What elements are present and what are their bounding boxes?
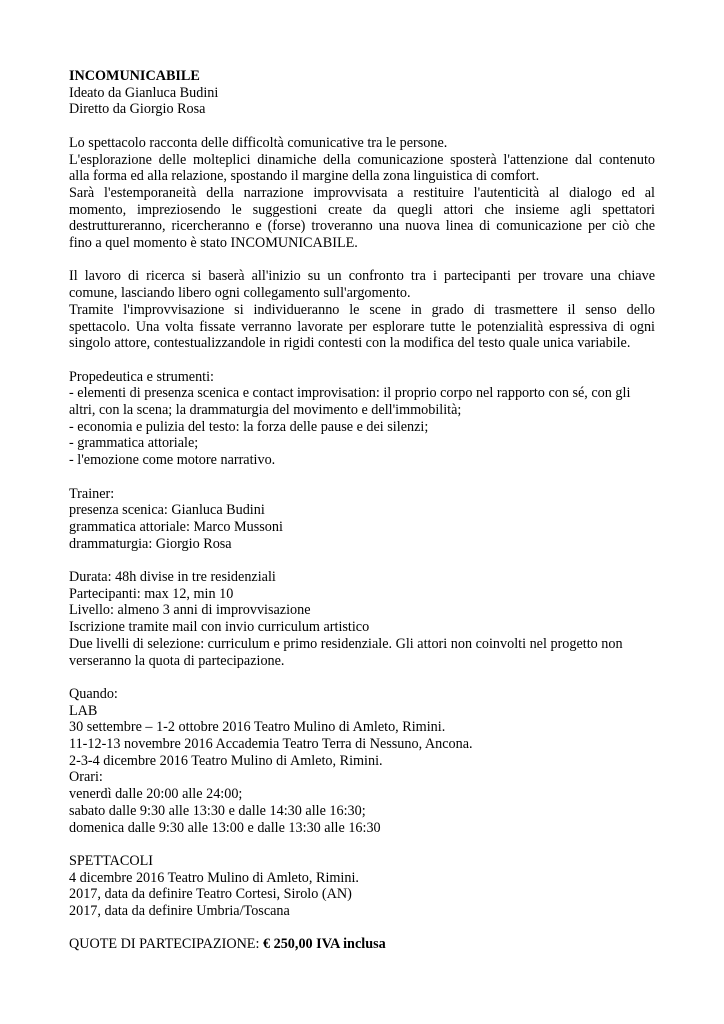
spettacoli-section [69,853,655,920]
quote-line [69,936,655,953]
propedeutica-item: - grammatica attoriale; [69,435,199,452]
intro-line: L'esplorazione delle molteplici dinamiche della comunicazione sposterà l'attenzione dal contenuto [69,151,655,168]
orari-heading: Orari: [69,769,103,786]
intro-line: Lo spettacolo racconta delle difficoltà comunicative tra le persone. [69,134,448,151]
selezione-line: verseranno la quota di partecipazione. [69,652,285,669]
lavoro-line: Il lavoro di ricerca si baserà all'inizio su un confronto tra i partecipanti per trovare una chiave [69,268,655,285]
spettacolo-date: 2017, data da definire Umbria/Toscana [69,903,290,920]
diretto-line: Diretto da Giorgio Rosa [69,101,206,118]
trainer-item: presenza scenica: Gianluca Budini [69,502,265,519]
quote-section [69,936,655,953]
intro-line: momento, impreziosendo le suggestioni create da quegli attori che insieme agli spettatori [69,201,655,218]
propedeutica-item: - economia e pulizia del testo: la forza delle pause e dei silenzi; [69,418,429,435]
intro-line: Sarà l'estemporaneità della narrazione improvvisata a restituire l'autenticità al dialogo ed al [69,184,655,201]
durata-line: Durata: 48h divise in tre residenziali [69,569,276,586]
intro-line: fino a quel momento è stato INCOMUNICABILE. [69,235,358,252]
lavoro-line: comune, lasciando libero ogni collegamento sull'argomento. [69,285,411,302]
partecipanti-line: Partecipanti: max 12, min 10 [69,585,234,602]
intro-line: destruttureranno, ricercheranno e (forse) troveranno una nuova linea di comunicazione per ciò che [69,218,655,235]
info-section [69,569,655,669]
document-body [69,68,655,953]
lavoro-paragraph [69,268,655,352]
spettacolo-date: 2017, data da definire Teatro Cortesi, Sirolo (AN) [69,886,352,903]
trainer-section [69,486,655,553]
trainer-heading: Trainer: [69,485,115,502]
quando-heading: Quando: [69,685,118,702]
trainer-item: drammaturgia: Giorgio Rosa [69,535,232,552]
quando-section [69,686,655,836]
lavoro-line: spettacolo. Una volta fissate verranno lavorate per esplorare tutte le potenzialità espressiva di ogni [69,318,655,335]
lavoro-line: Tramite l'improvvisazione si individueranno le scene in grado di trasmettere il senso dello [69,301,655,318]
lab-date: 11-12-13 novembre 2016 Accademia Teatro Terra di Nessuno, Ancona. [69,736,473,753]
spettacolo-date: 4 dicembre 2016 Teatro Mulino di Amleto, Rimini. [69,869,359,886]
propedeutica-section [69,369,655,469]
lab-date: 30 settembre – 1-2 ottobre 2016 Teatro Mulino di Amleto, Rimini. [69,719,446,736]
selezione-line: Due livelli di selezione: curriculum e primo residenziale. Gli attori non coinvolti nel progetto non [69,635,623,652]
quote-amount: € 250,00 IVA inclusa [262,936,386,953]
document-title: INCOMUNICABILE [69,68,200,84]
intro-paragraph [69,135,655,252]
lab-date: 2-3-4 dicembre 2016 Teatro Mulino di Amleto, Rimini. [69,752,383,769]
lab-heading: LAB [69,702,98,719]
quote-label: QUOTE DI PARTECIPAZIONE: [69,936,263,953]
lavoro-line: singolo attore, contestualizzandole in rigidi contesti con la modifica del testo quale unica variabile. [69,335,631,352]
trainer-item: grammatica attoriale: Marco Mussoni [69,518,283,535]
propedeutica-heading: Propedeutica e strumenti: [69,368,214,385]
propedeutica-item: altri, con la scena; la drammaturgia del movimento e dell'immobilità; [69,402,462,419]
intro-line: alla forma ed alla relazione, spostando il margine della zona linguistica di comfort. [69,168,540,185]
orari-item: sabato dalle 9:30 alle 13:30 e dalle 14:30 alle 16:30; [69,802,366,819]
iscrizione-line: Iscrizione tramite mail con invio curriculum artistico [69,619,370,636]
propedeutica-item: - l'emozione come motore narrativo. [69,452,276,469]
orari-item: domenica dalle 9:30 alle 13:00 e dalle 13:30 alle 16:30 [69,819,381,836]
orari-item: venerdì dalle 20:00 alle 24:00; [69,786,243,803]
livello-line: Livello: almeno 3 anni di improvvisazione [69,602,311,619]
header-block [69,68,655,118]
spettacoli-heading: SPETTACOLI [69,852,153,869]
ideato-line: Ideato da Gianluca Budini [69,84,219,101]
propedeutica-item: - elementi di presenza scenica e contact improvisation: il proprio corpo nel rapporto con sé, con gli [69,385,631,402]
